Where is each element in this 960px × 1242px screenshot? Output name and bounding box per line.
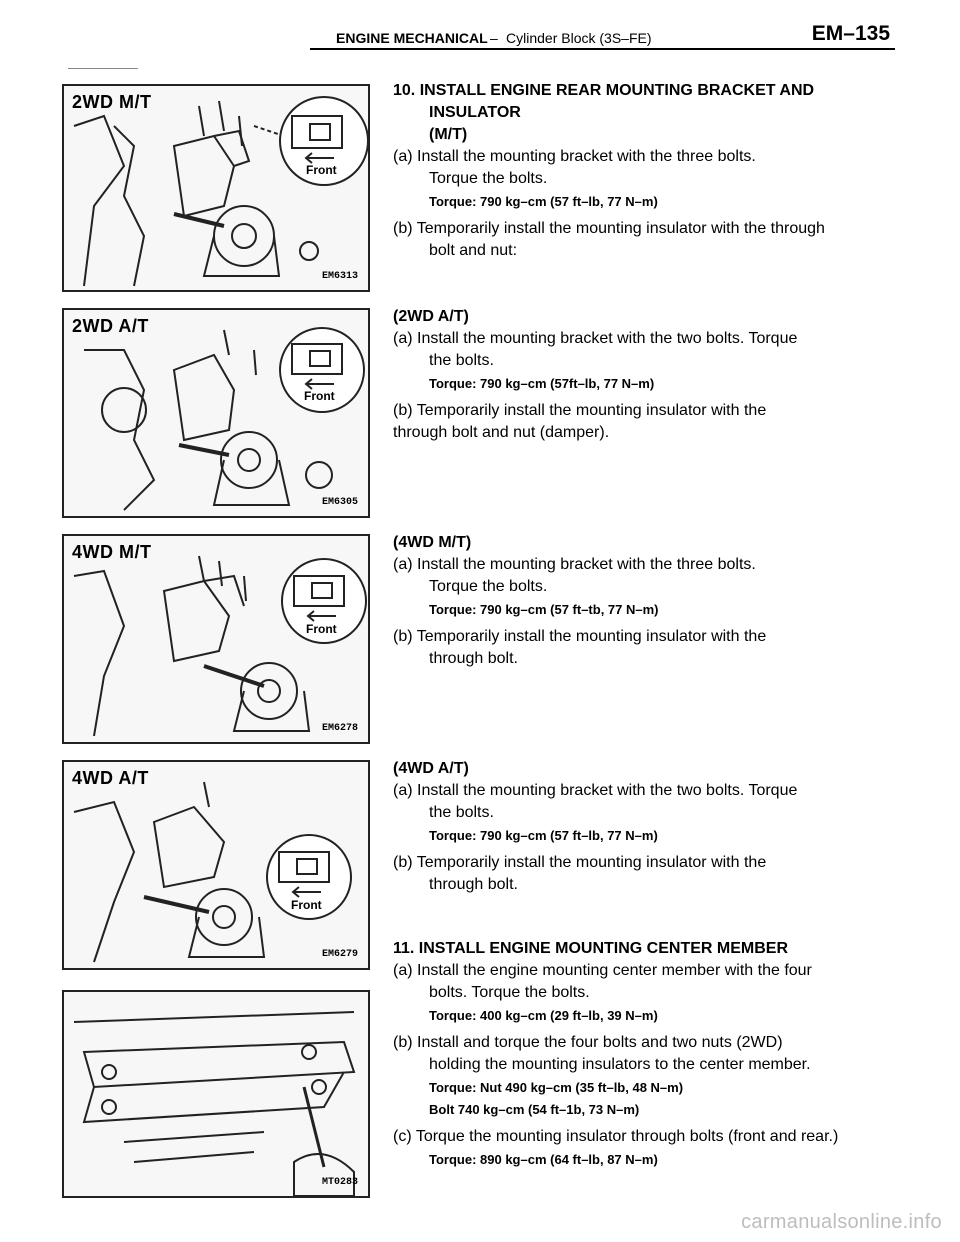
variant-label: (4WD M/T): [393, 534, 472, 551]
instruction-b-cont: holding the mounting insulators to the center member.: [429, 1056, 811, 1073]
mount-illustration-icon: [64, 762, 368, 968]
section-title: ENGINE MECHANICAL: [336, 30, 488, 46]
instruction-b: (b) Temporarily install the mounting insulator with the: [393, 854, 767, 871]
instruction-a: (a) Install the mounting bracket with the three bolts.: [393, 556, 756, 573]
instruction-a: (a) Install the mounting bracket with the three bolts.: [393, 148, 756, 165]
step-4wd-mt: [393, 532, 883, 670]
header-rule: [310, 48, 895, 50]
header-separator: –: [490, 30, 498, 46]
step-10-mt: [393, 80, 883, 262]
figure-4wd-mt: [62, 534, 370, 744]
variant-label: (M/T): [429, 126, 468, 143]
step-4wd-at: [393, 758, 883, 896]
instruction-b-cont: bolt and nut:: [429, 242, 518, 259]
torque-spec: Torque: 790 kg–cm (57ft–lb, 77 N–m): [429, 376, 655, 391]
figure-code: EM6305: [321, 497, 358, 508]
front-label: Front: [306, 622, 337, 636]
instruction-a: (a) Install the mounting bracket with the two bolts. Torque: [393, 330, 798, 347]
mount-illustration-icon: [64, 86, 368, 290]
figure-4wd-at: [62, 760, 370, 970]
figure-label: 4WD A/T: [72, 768, 149, 788]
step-11: [393, 938, 883, 1176]
instruction-a-cont: Torque the bolts.: [429, 578, 548, 595]
figure-2wd-at: [62, 308, 370, 518]
mount-illustration-icon: [64, 310, 368, 516]
torque-spec-a: Torque: 400 kg–cm (29 ft–lb, 39 N–m): [429, 1008, 658, 1023]
instruction-c: (c) Torque the mounting insulator through bolts (front and rear.): [393, 1128, 839, 1145]
center-member-illustration-icon: [64, 992, 368, 1196]
front-label: Front: [291, 898, 322, 912]
step-title: 10. INSTALL ENGINE REAR MOUNTING BRACKET AND: [393, 82, 815, 99]
figure-code: EM6278: [321, 723, 358, 734]
torque-spec-nut: Torque: Nut 490 kg–cm (35 ft–lb, 48 N–m): [429, 1080, 684, 1095]
instruction-b-cont: through bolt.: [429, 876, 518, 893]
torque-spec-bolt: Bolt 740 kg–cm (54 ft–1b, 73 N–m): [429, 1102, 640, 1117]
instruction-b-cont: through bolt and nut (damper).: [393, 424, 610, 441]
figure-code: MT0283: [321, 1177, 358, 1188]
step-2wd-at: [393, 306, 883, 444]
instruction-a-cont: bolts. Torque the bolts.: [429, 984, 590, 1001]
instruction-a-cont: Torque the bolts.: [429, 170, 548, 187]
subsection-title: Cylinder Block (3S–FE): [506, 30, 652, 46]
variant-label: (2WD A/T): [393, 308, 469, 325]
instruction-b-cont: through bolt.: [429, 650, 518, 667]
step-title: 11. INSTALL ENGINE MOUNTING CENTER MEMBER: [393, 940, 788, 957]
torque-spec: Torque: 790 kg–cm (57 ft–lb, 77 N–m): [429, 194, 658, 209]
page-header: [0, 0, 960, 60]
instruction-a-cont: the bolts.: [429, 352, 494, 369]
torque-spec-c: Torque: 890 kg–cm (64 ft–lb, 87 N–m): [429, 1152, 658, 1167]
instruction-b: (b) Temporarily install the mounting insulator with the: [393, 628, 767, 645]
figure-label: 2WD A/T: [72, 316, 149, 336]
figure-code: EM6279: [321, 949, 358, 960]
figure-2wd-mt: [62, 84, 370, 292]
instruction-b: (b) Install and torque the four bolts and two nuts (2WD): [393, 1034, 783, 1051]
figure-code: EM6313: [321, 271, 358, 282]
instruction-a: (a) Install the mounting bracket with the two bolts. Torque: [393, 782, 798, 799]
torque-spec: Torque: 790 kg–cm (57 ft–lb, 77 N–m): [429, 828, 658, 843]
instruction-b: (b) Temporarily install the mounting insulator with the through: [393, 220, 825, 237]
figure-label: 2WD M/T: [72, 92, 152, 112]
instruction-a: (a) Install the engine mounting center member with the four: [393, 962, 812, 979]
page-number: EM–135: [811, 22, 890, 45]
figure-label: 4WD M/T: [72, 542, 152, 562]
torque-spec: Torque: 790 kg–cm (57 ft–tb, 77 N–m): [429, 602, 659, 617]
mount-illustration-icon: [64, 536, 368, 742]
header-stub-line: [68, 68, 138, 69]
step-title-cont: INSULATOR: [429, 104, 521, 121]
instruction-a-cont: the bolts.: [429, 804, 494, 821]
variant-label: (4WD A/T): [393, 760, 469, 777]
front-label: Front: [306, 163, 337, 177]
watermark: carmanualsonline.info: [741, 1211, 942, 1233]
front-label: Front: [304, 389, 335, 403]
figure-center-member: [62, 990, 370, 1198]
instruction-b: (b) Temporarily install the mounting insulator with the: [393, 402, 767, 419]
